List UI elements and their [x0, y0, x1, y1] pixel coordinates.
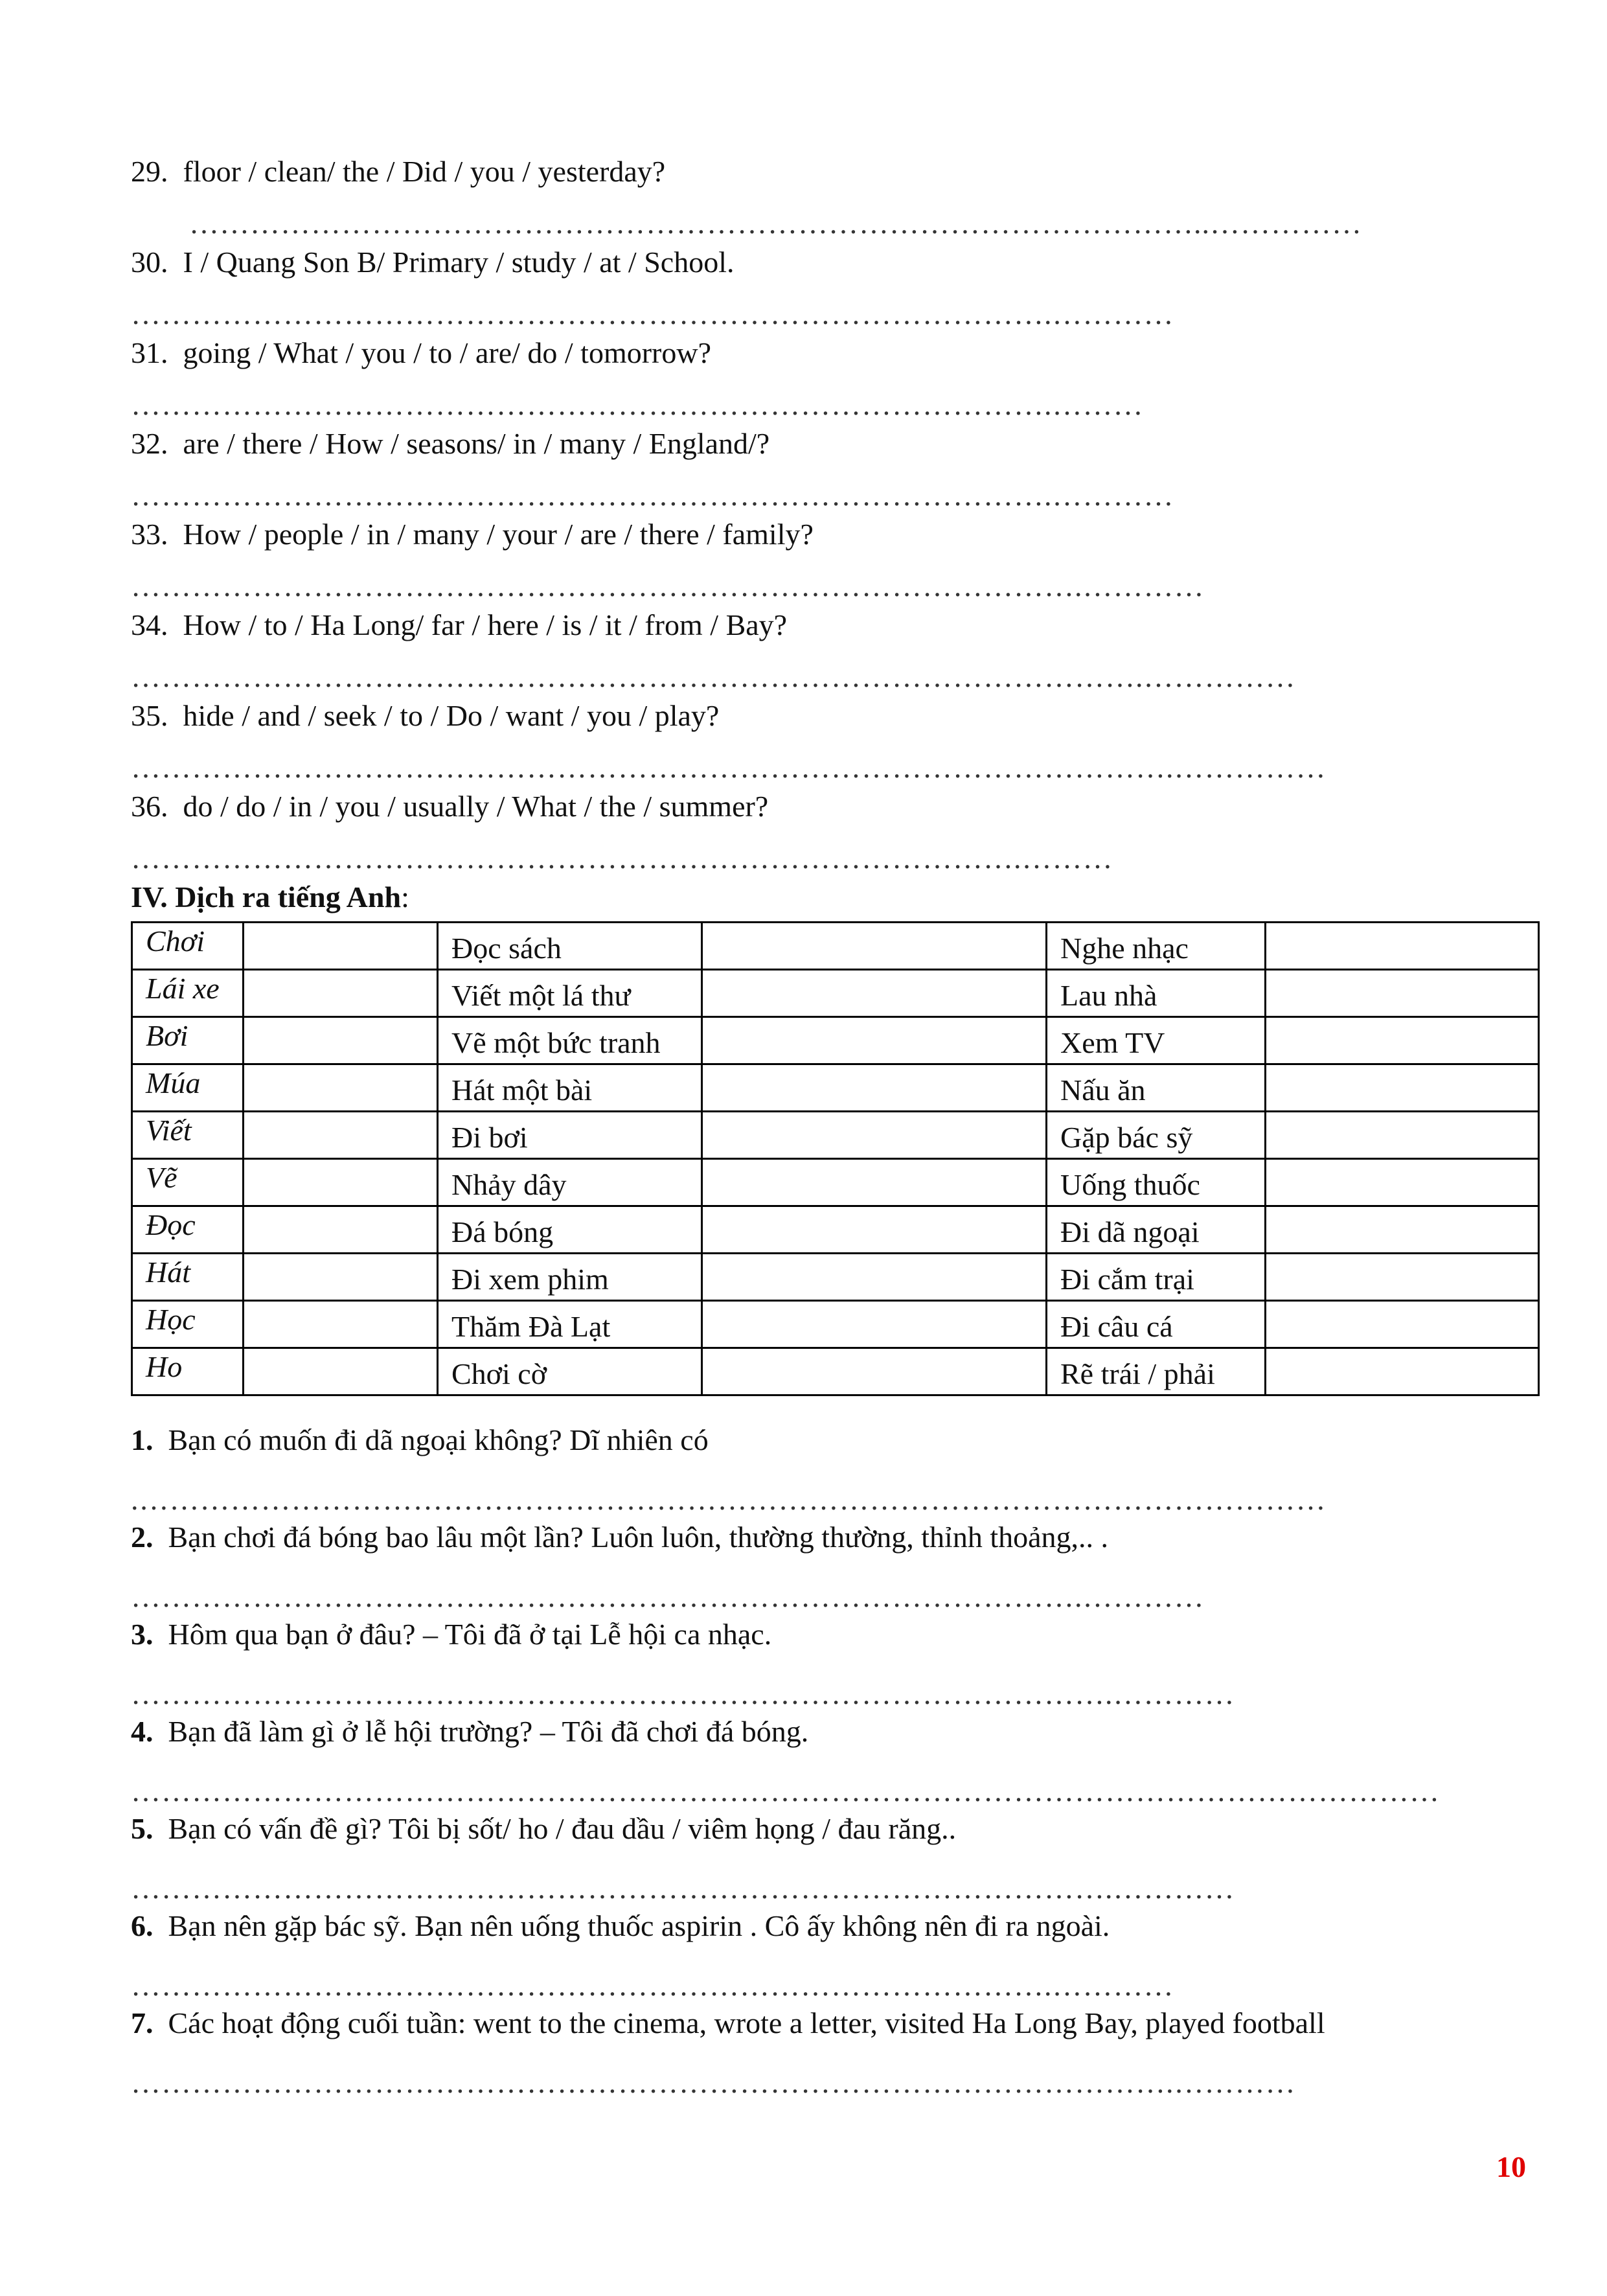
vocab-word: Rẽ trái / phải [1047, 1348, 1266, 1395]
vocab-word: Nghe nhạc [1047, 923, 1266, 970]
answer-cell[interactable] [702, 923, 1047, 970]
translate-item-7 [131, 2006, 1325, 2040]
answer-line[interactable]: .……………………………………………………………………………………………………… [131, 1483, 1327, 1516]
table-row [132, 1206, 1539, 1254]
question-number: 31. [131, 336, 168, 369]
answer-cell[interactable] [1266, 1206, 1539, 1254]
answer-cell[interactable] [244, 1064, 438, 1112]
vocab-word: Lái xe [132, 970, 244, 1017]
answer-cell[interactable] [702, 1064, 1047, 1112]
item-text: Hôm qua bạn ở đâu? – Tôi đã ở tại Lễ hội ca nhạc. [168, 1618, 772, 1651]
answer-line[interactable]: ………………………………………………………………………………….………… [131, 569, 1205, 603]
answer-cell[interactable] [1266, 1301, 1539, 1348]
answer-cell[interactable] [244, 1159, 438, 1206]
vocab-word: Viết một lá thư [438, 970, 702, 1017]
question-30 [131, 245, 734, 279]
vocab-word: Hát một bài [438, 1064, 702, 1112]
answer-cell[interactable] [1266, 970, 1539, 1017]
item-text: Các hoạt động cuối tuần: went to the cinema, wrote a letter, visited Ha Long Bay, played football [168, 2006, 1325, 2039]
translate-item-1 [131, 1423, 709, 1457]
answer-line[interactable]: …………………………………………………………………………………….………… [131, 1677, 1235, 1710]
answer-cell[interactable] [244, 1206, 438, 1254]
vocab-word: Hát [132, 1254, 244, 1301]
question-number: 32. [131, 427, 168, 460]
translate-item-6 [131, 1909, 1110, 1943]
question-text: How / people / in / many / your / are / there / family? [183, 518, 814, 551]
answer-cell[interactable] [1266, 1112, 1539, 1159]
answer-cell[interactable] [702, 1348, 1047, 1395]
vocab-word: Đi cắm trại [1047, 1254, 1266, 1301]
question-33 [131, 517, 814, 551]
vocab-word: Thăm Đà Lạt [438, 1301, 702, 1348]
vocab-word: Ho [132, 1348, 244, 1395]
question-29 [131, 154, 665, 189]
translate-item-3 [131, 1617, 771, 1651]
vocab-word: Viết [132, 1112, 244, 1159]
translate-item-4 [131, 1714, 808, 1749]
answer-cell[interactable] [702, 1254, 1047, 1301]
vocab-word: Đi câu cá [1047, 1301, 1266, 1348]
answer-cell[interactable] [702, 1159, 1047, 1206]
answer-cell[interactable] [244, 1254, 438, 1301]
question-32 [131, 426, 769, 461]
table-row [132, 1301, 1539, 1348]
section-heading: IV. Dịch ra tiếng Anh [131, 880, 402, 913]
answer-cell[interactable] [244, 1348, 438, 1395]
item-text: Bạn có vấn đề gì? Tôi bị sốt/ ho / đau dầu / viêm họng / đau răng.. [168, 1812, 957, 1845]
answer-cell[interactable] [244, 1301, 438, 1348]
answer-cell[interactable] [1266, 1254, 1539, 1301]
answer-line[interactable]: ………………………………………………………………………………………….…………… [131, 751, 1327, 784]
answer-cell[interactable] [702, 1301, 1047, 1348]
item-text: Bạn đã làm gì ở lễ hội trường? – Tôi đã chơi đá bóng. [168, 1715, 809, 1748]
vocab-word: Xem TV [1047, 1017, 1266, 1064]
table-row [132, 1254, 1539, 1301]
question-text: How / to / Ha Long/ far / here / is / it / from / Bay? [183, 608, 788, 641]
vocab-word: Vẽ [132, 1159, 244, 1206]
answer-cell[interactable] [1266, 923, 1539, 970]
vocab-word: Nhảy dây [438, 1159, 702, 1206]
table-row [132, 1017, 1539, 1064]
vocab-word: Đi dã ngoại [1047, 1206, 1266, 1254]
vocab-word: Uống thuốc [1047, 1159, 1266, 1206]
answer-cell[interactable] [244, 970, 438, 1017]
vocab-word: Múa [132, 1064, 244, 1112]
table-row [132, 970, 1539, 1017]
translate-item-5 [131, 1811, 956, 1846]
answer-cell[interactable] [702, 1017, 1047, 1064]
vocab-word: Chơi [132, 923, 244, 970]
vocab-word: Đọc [132, 1206, 244, 1254]
answer-cell[interactable] [702, 1206, 1047, 1254]
item-number: 4. [131, 1715, 154, 1748]
table-row [132, 1159, 1539, 1206]
answer-line[interactable]: ……………………………………………………………………………….………… [131, 1969, 1174, 2002]
answer-cell[interactable] [1266, 1348, 1539, 1395]
question-number: 29. [131, 155, 168, 188]
answer-line[interactable]: …………………………………………………………………………….……… [131, 842, 1113, 875]
vocab-word: Chơi cờ [438, 1348, 702, 1395]
question-number: 36. [131, 790, 168, 823]
question-number: 34. [131, 608, 168, 641]
question-text: going / What / you / to / are/ do / tomorrow? [183, 336, 712, 369]
vocab-word: Đọc sách [438, 923, 702, 970]
item-number: 7. [131, 2006, 154, 2039]
vocab-word: Học [132, 1301, 244, 1348]
question-36 [131, 789, 768, 823]
section-title [131, 880, 409, 914]
item-number: 1. [131, 1423, 154, 1456]
question-text: floor / clean/ the / Did / you / yesterday? [183, 155, 666, 188]
question-35 [131, 698, 719, 733]
vocab-table [131, 921, 1540, 1396]
answer-cell[interactable] [1266, 1159, 1539, 1206]
item-number: 6. [131, 1909, 154, 1942]
vocab-word: Bơi [132, 1017, 244, 1064]
answer-line[interactable]: ……………………………………………………………………………….………… [131, 479, 1174, 512]
question-text: I / Quang Son B/ Primary / study / at / School. [183, 246, 735, 279]
question-number: 33. [131, 518, 168, 551]
table-row [132, 1064, 1539, 1112]
page-number: 10 [1496, 2150, 1526, 2183]
question-34 [131, 608, 787, 642]
answer-cell[interactable] [244, 923, 438, 970]
answer-line[interactable]: ………………………………………………………………………………………….………… [131, 2066, 1296, 2099]
table-row [132, 923, 1539, 970]
vocab-word: Gặp bác sỹ [1047, 1112, 1266, 1159]
item-number: 5. [131, 1812, 154, 1845]
table-row [132, 1348, 1539, 1395]
vocab-word: Đi bơi [438, 1112, 702, 1159]
question-number: 35. [131, 699, 168, 732]
vocab-word: Lau nhà [1047, 970, 1266, 1017]
answer-line[interactable]: ……………………………………………………………………………….……… [131, 388, 1144, 421]
answer-line[interactable]: ………………………………………………………………………………………..…………… [189, 207, 1362, 240]
answer-cell[interactable] [244, 1017, 438, 1064]
answer-cell[interactable] [244, 1112, 438, 1159]
answer-cell[interactable] [1266, 1064, 1539, 1112]
answer-cell[interactable] [1266, 1017, 1539, 1064]
table-row [132, 1112, 1539, 1159]
question-number: 30. [131, 246, 168, 279]
question-text: hide / and / seek / to / Do / want / you / play? [183, 699, 720, 732]
item-text: Bạn có muốn đi dã ngoại không? Dĩ nhiên có [168, 1423, 709, 1456]
item-text: Bạn nên gặp bác sỹ. Bạn nên uống thuốc aspirin . Cô ấy không nên đi ra ngoài. [168, 1909, 1110, 1942]
answer-line[interactable]: ………………………………………………………………………………….………… [131, 1580, 1205, 1613]
vocab-word: Nấu ăn [1047, 1064, 1266, 1112]
item-number: 2. [131, 1521, 154, 1554]
answer-line[interactable]: …………………………………………………………………………………….………… [131, 1872, 1235, 1905]
answer-line[interactable]: ………………………………………………………………………………………………………………… [131, 1774, 1440, 1808]
item-number: 3. [131, 1618, 154, 1651]
question-text: are / there / How / seasons/ in / many / England/? [183, 427, 770, 460]
vocab-word: Đá bóng [438, 1206, 702, 1254]
answer-cell[interactable] [702, 970, 1047, 1017]
vocab-word: Đi xem phim [438, 1254, 702, 1301]
answer-cell[interactable] [702, 1112, 1047, 1159]
item-text: Bạn chơi đá bóng bao lâu một lần? Luôn luôn, thường thường, thỉnh thoảng,.. . [168, 1521, 1109, 1554]
answer-line[interactable]: ……………………………………………………………………………….………… [131, 297, 1174, 330]
translate-item-2 [131, 1520, 1108, 1554]
question-31 [131, 336, 711, 370]
answer-line[interactable]: ……………………………………………………………………………………….…………… [131, 660, 1296, 693]
vocab-word: Vẽ một bức tranh [438, 1017, 702, 1064]
section-colon: : [401, 880, 409, 913]
question-text: do / do / in / you / usually / What / the / summer? [183, 790, 769, 823]
